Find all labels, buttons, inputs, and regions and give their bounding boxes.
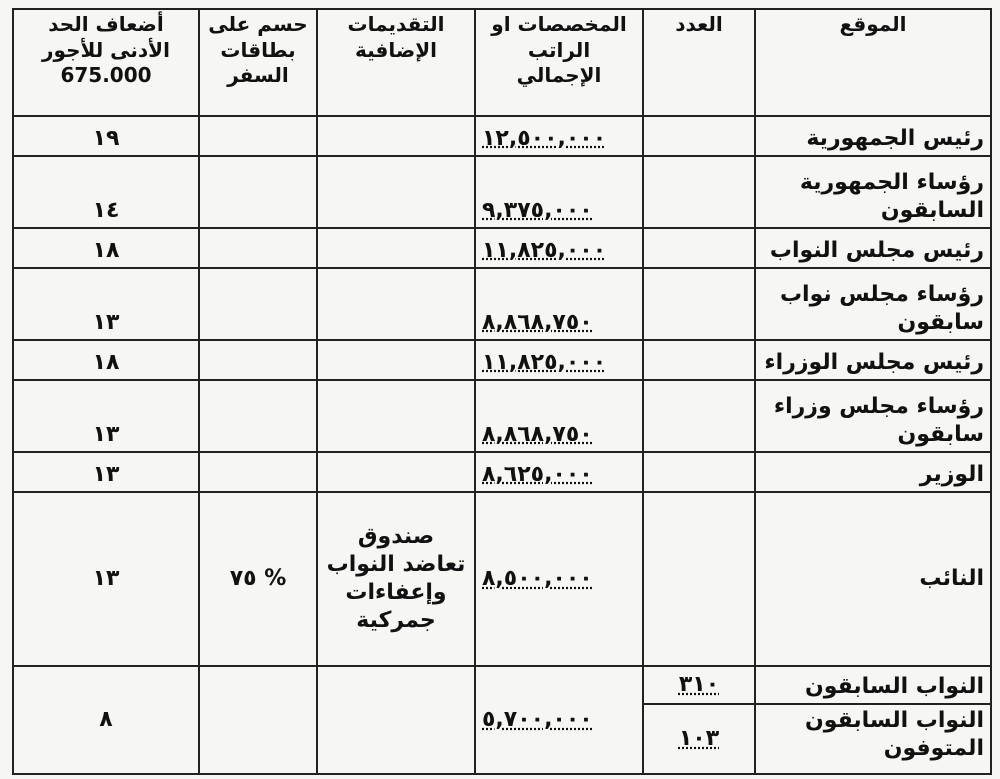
allocation-cell: ٩,٣٧٥,٠٠٠: [475, 156, 643, 228]
empty-cell: [317, 116, 475, 156]
empty-cell: [199, 156, 317, 228]
multiple-cell: ١٣: [13, 268, 199, 340]
table-row: [13, 380, 991, 452]
multiple-cell: ١٩: [13, 116, 199, 156]
count-cell: ٣١٠: [643, 666, 755, 704]
position-cell: رؤساء مجلس وزراء سابقون: [755, 380, 991, 452]
allocation-cell: ١٢,٥٠٠,٠٠٠: [475, 116, 643, 156]
empty-cell: [643, 492, 755, 666]
allocation-cell: ٨,٥٠٠,٠٠٠: [475, 492, 643, 666]
empty-cell: [317, 380, 475, 452]
empty-cell: [199, 268, 317, 340]
multiple-cell: ٨: [13, 666, 199, 774]
allocation-cell: ١١,٨٢٥,٠٠٠: [475, 228, 643, 268]
position-cell: الوزير: [755, 452, 991, 492]
empty-cell: [643, 340, 755, 380]
table-row: [13, 340, 991, 380]
table-row-former-a: [13, 666, 991, 704]
position-cell: النواب السابقون المتوفون: [755, 704, 991, 774]
position-cell: النائب: [755, 492, 991, 666]
empty-cell: [317, 666, 475, 774]
table-row: [13, 228, 991, 268]
empty-cell: [643, 156, 755, 228]
empty-cell: [643, 268, 755, 340]
header-position: الموقع: [755, 9, 991, 116]
multiple-cell: ١٣: [13, 380, 199, 452]
empty-cell: [317, 228, 475, 268]
empty-cell: [199, 380, 317, 452]
allocation-cell: ٥,٧٠٠,٠٠٠: [475, 666, 643, 774]
table-row: [13, 156, 991, 228]
allocation-cell: ٨,٨٦٨,٧٥٠: [475, 380, 643, 452]
table-row: [13, 116, 991, 156]
travel-discount-cell: ٧٥ %: [199, 492, 317, 666]
multiple-cell: ١٣: [13, 452, 199, 492]
allocation-cell: ١١,٨٢٥,٠٠٠: [475, 340, 643, 380]
table-row-deputy: [13, 492, 991, 666]
extra-benefits-cell: صندوق تعاضد النواب وإعفاءات جمركية: [317, 492, 475, 666]
empty-cell: [317, 340, 475, 380]
header-min-wage-label: أضعاف الحد الأدنى للأجور: [42, 12, 170, 62]
table-row: [13, 268, 991, 340]
empty-cell: [317, 156, 475, 228]
position-cell: رئيس مجلس الوزراء: [755, 340, 991, 380]
empty-cell: [317, 268, 475, 340]
header-min-wage-multiple: [13, 9, 199, 116]
header-extra-benefits: التقديمات الإضافية: [317, 9, 475, 116]
header-min-wage-value: 675.000: [60, 63, 152, 88]
empty-cell: [199, 452, 317, 492]
empty-cell: [643, 116, 755, 156]
empty-cell: [199, 340, 317, 380]
multiple-cell: ١٣: [13, 492, 199, 666]
empty-cell: [199, 666, 317, 774]
multiple-cell: ١٨: [13, 340, 199, 380]
position-cell: رئيس الجمهورية: [755, 116, 991, 156]
allocation-cell: ٨,٨٦٨,٧٥٠: [475, 268, 643, 340]
empty-cell: [643, 452, 755, 492]
count-cell: ١٠٣: [643, 704, 755, 774]
header-allocations: المخصصات او الراتب الإجمالي: [475, 9, 643, 116]
position-cell: رؤساء مجلس نواب سابقون: [755, 268, 991, 340]
empty-cell: [643, 228, 755, 268]
multiple-cell: ١٨: [13, 228, 199, 268]
empty-cell: [199, 116, 317, 156]
allocation-cell: ٨,٦٢٥,٠٠٠: [475, 452, 643, 492]
multiple-cell: ١٤: [13, 156, 199, 228]
header-travel-discount: حسم على بطاقات السفر: [199, 9, 317, 116]
header-row: [13, 9, 991, 116]
salaries-table: [12, 8, 992, 775]
header-count: العدد: [643, 9, 755, 116]
empty-cell: [643, 380, 755, 452]
position-cell: رؤساء الجمهورية السابقون: [755, 156, 991, 228]
table-row: [13, 452, 991, 492]
empty-cell: [317, 452, 475, 492]
position-cell: النواب السابقون: [755, 666, 991, 704]
position-cell: رئيس مجلس النواب: [755, 228, 991, 268]
empty-cell: [199, 228, 317, 268]
